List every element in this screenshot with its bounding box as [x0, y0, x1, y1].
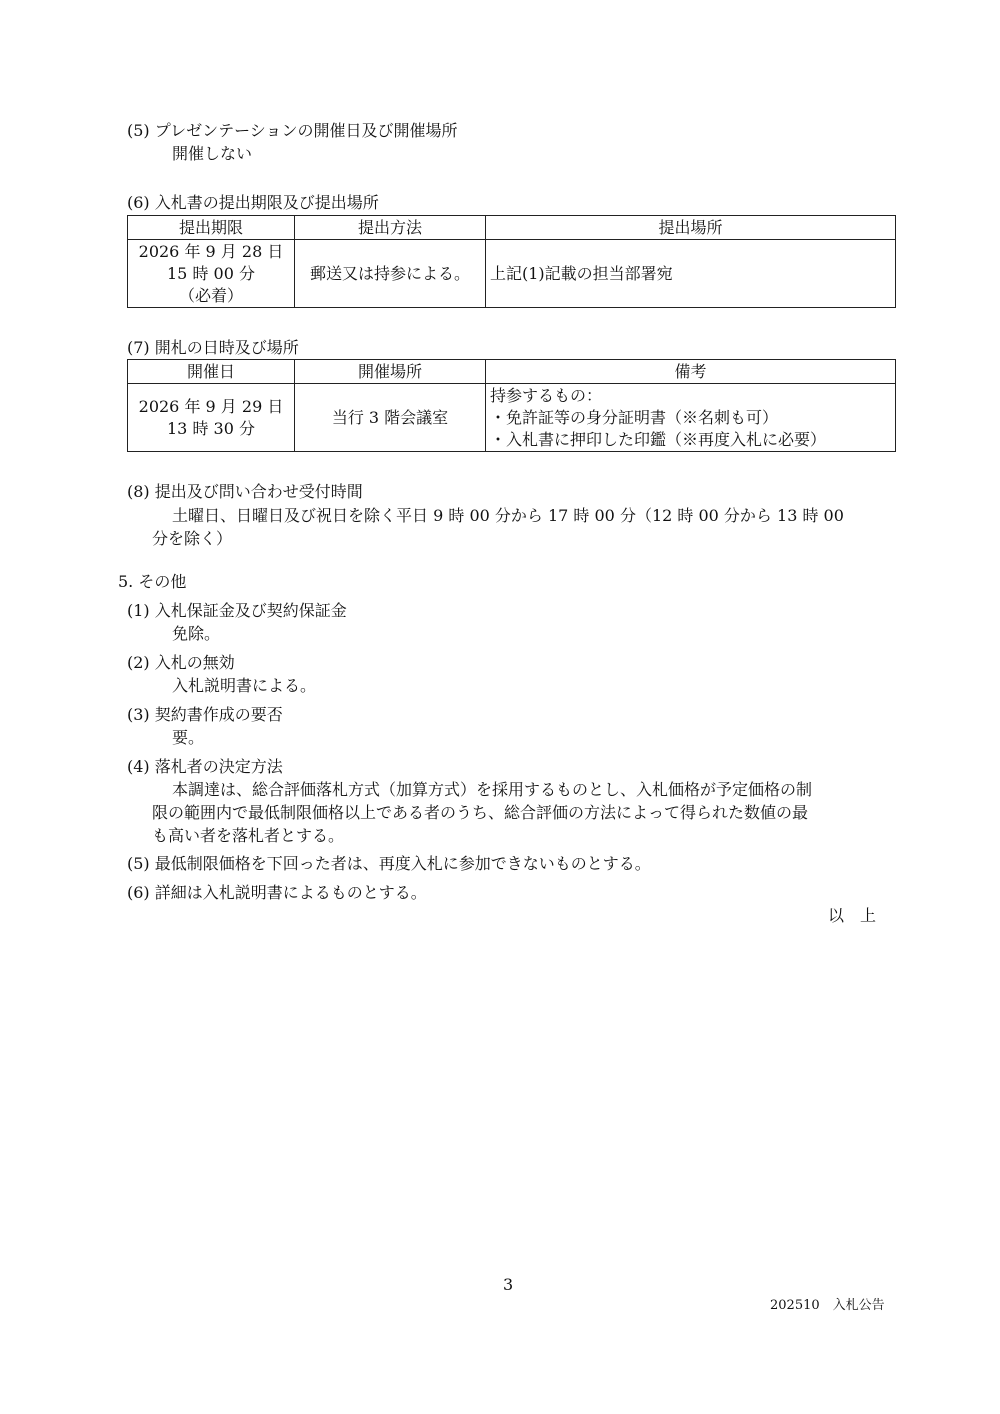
section-5-body: 開催しない [172, 144, 253, 163]
header-venue: 開催場所 [295, 360, 486, 384]
other-item-body-line: 本調達は、総合評価落札方式（加算方式）を採用するものとし、入札価格が予定価格の制 [172, 780, 813, 799]
opening-time: 13 時 30 分 [167, 418, 255, 438]
other-item-body: 免除。 [172, 624, 221, 643]
header-method: 提出方法 [295, 216, 486, 240]
other-item-body-line: 限の範囲内で最低制限価格以上である者のうち、総合評価の方法によって得られた数値の最 [152, 803, 809, 822]
other-item-body: 要。 [172, 728, 205, 747]
other-item-heading: (5) 最低制限価格を下回った者は、再度入札に参加できないものとする。 [127, 854, 651, 873]
page-number: 3 [503, 1275, 514, 1294]
header-deadline: 提出期限 [128, 216, 295, 240]
section-8-body-line: 分を除く） [152, 529, 233, 548]
method-cell: 郵送又は持参による。 [295, 240, 486, 308]
other-item-heading: (1) 入札保証金及び契約保証金 [127, 601, 347, 620]
opening-venue-cell: 当行 3 階会議室 [295, 384, 486, 452]
other-item-heading: (4) 落札者の決定方法 [127, 757, 283, 776]
remarks-cell [486, 384, 896, 452]
section-6-heading: (6) 入札書の提出期限及び提出場所 [127, 193, 379, 212]
header-place: 提出場所 [486, 216, 896, 240]
other-item-heading: (6) 詳細は入札説明書によるものとする。 [127, 883, 427, 902]
other-item-body: 入札説明書による。 [172, 676, 317, 695]
deadline-cell [128, 240, 295, 308]
remarks-line: ・入札書に押印した印鑑（※再度入札に必要） [490, 429, 827, 449]
place-cell: 上記(1)記載の担当部署宛 [486, 240, 896, 308]
submission-table [127, 215, 896, 308]
section-8-heading: (8) 提出及び問い合わせ受付時間 [127, 482, 363, 501]
other-item-body-line: も高い者を落札者とする。 [152, 826, 345, 845]
document-id: 202510 入札公告 [770, 1298, 885, 1313]
deadline-note: （必着） [178, 285, 243, 305]
section-8-body-line: 土曜日、日曜日及び祝日を除く平日 9 時 00 分から 17 時 00 分（12 時 00 分から 13 時 00 [172, 506, 844, 525]
deadline-time: 15 時 00 分 [167, 263, 255, 283]
section-7-heading: (7) 開札の日時及び場所 [127, 338, 299, 357]
header-remarks: 備考 [486, 360, 896, 384]
closing-mark: 以 上 [828, 906, 877, 925]
remarks-line: ・免許証等の身分証明書（※名刺も可） [490, 407, 779, 427]
opening-date: 2026 年 9 月 29 日 [138, 396, 284, 416]
other-item-heading: (2) 入札の無効 [127, 653, 235, 672]
other-heading: 5. その他 [118, 572, 187, 591]
section-5-heading: (5) プレゼンテーションの開催日及び開催場所 [127, 121, 458, 140]
deadline-date: 2026 年 9 月 28 日 [138, 241, 284, 261]
header-date: 開催日 [128, 360, 295, 384]
other-item-heading: (3) 契約書作成の要否 [127, 705, 283, 724]
remarks-line: 持参するもの： [490, 385, 603, 405]
opening-table [127, 359, 896, 452]
opening-date-cell [128, 384, 295, 452]
